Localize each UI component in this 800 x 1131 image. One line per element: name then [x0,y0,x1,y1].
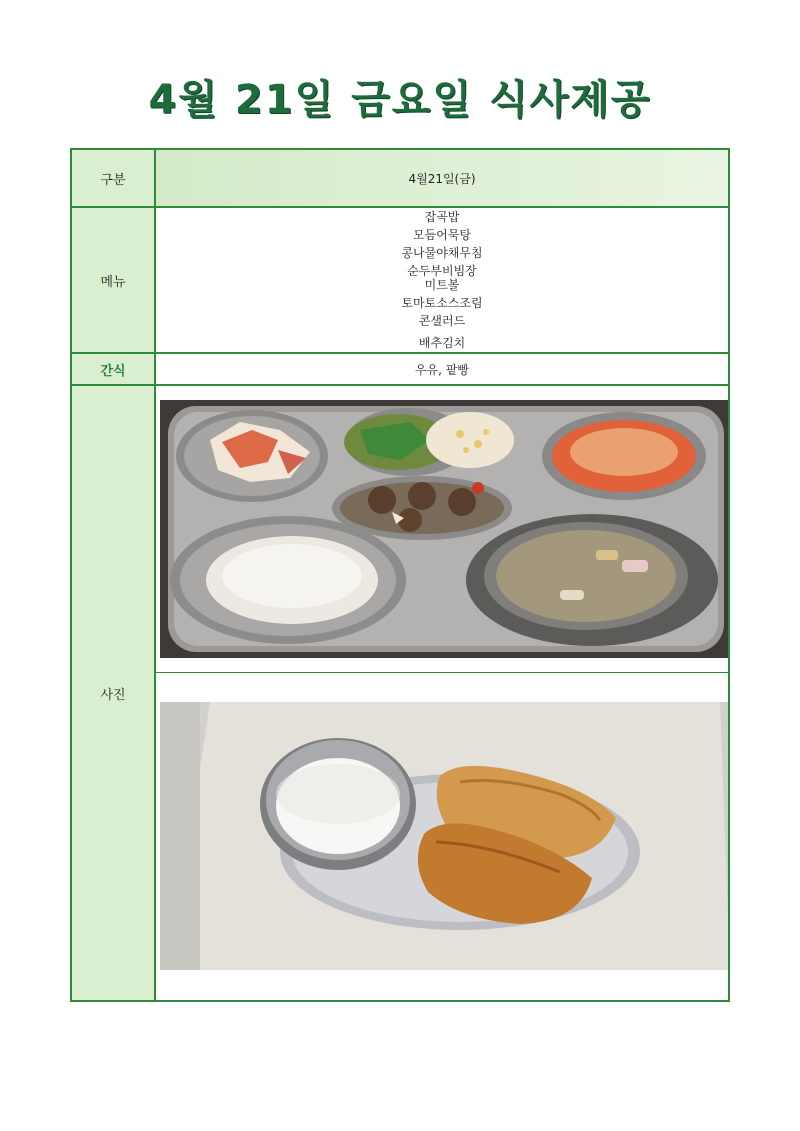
page-title: 4월 21일 금요일 식사제공 [148,77,652,123]
snack-milk-bread-photo [160,702,728,970]
menu-item: 순두부비빔장 [407,264,477,278]
header-row [72,150,728,208]
photo-row [72,386,728,1000]
photo-divider [156,672,728,673]
menu-item: 배추김치 [418,336,466,350]
menu-item: 콘샐러드 [418,314,466,328]
photo-label: 사진 [72,386,156,1000]
snack-value: 우유, 팥빵 [415,362,469,377]
menu-row [72,208,728,354]
menu-item: 토마토소스조림 [401,296,483,310]
snack-row [72,354,728,386]
date-value: 4월21일(금) [156,150,728,206]
menu-item: 잡곡밥 [424,210,460,224]
menu-list [401,209,482,351]
snack-image [160,702,728,970]
header-label: 구분 [72,150,156,206]
menu-item: 콩나물야채무침 [401,246,483,260]
menu-item: 미트볼 [424,278,460,292]
meal-table [70,148,730,1002]
lunch-tray-photo [160,400,728,658]
menu-label: 메뉴 [72,208,156,352]
menu-item: 모듬어묵탕 [413,228,471,242]
lunch-tray-image [160,400,728,658]
snack-label: 간식 [72,354,156,384]
